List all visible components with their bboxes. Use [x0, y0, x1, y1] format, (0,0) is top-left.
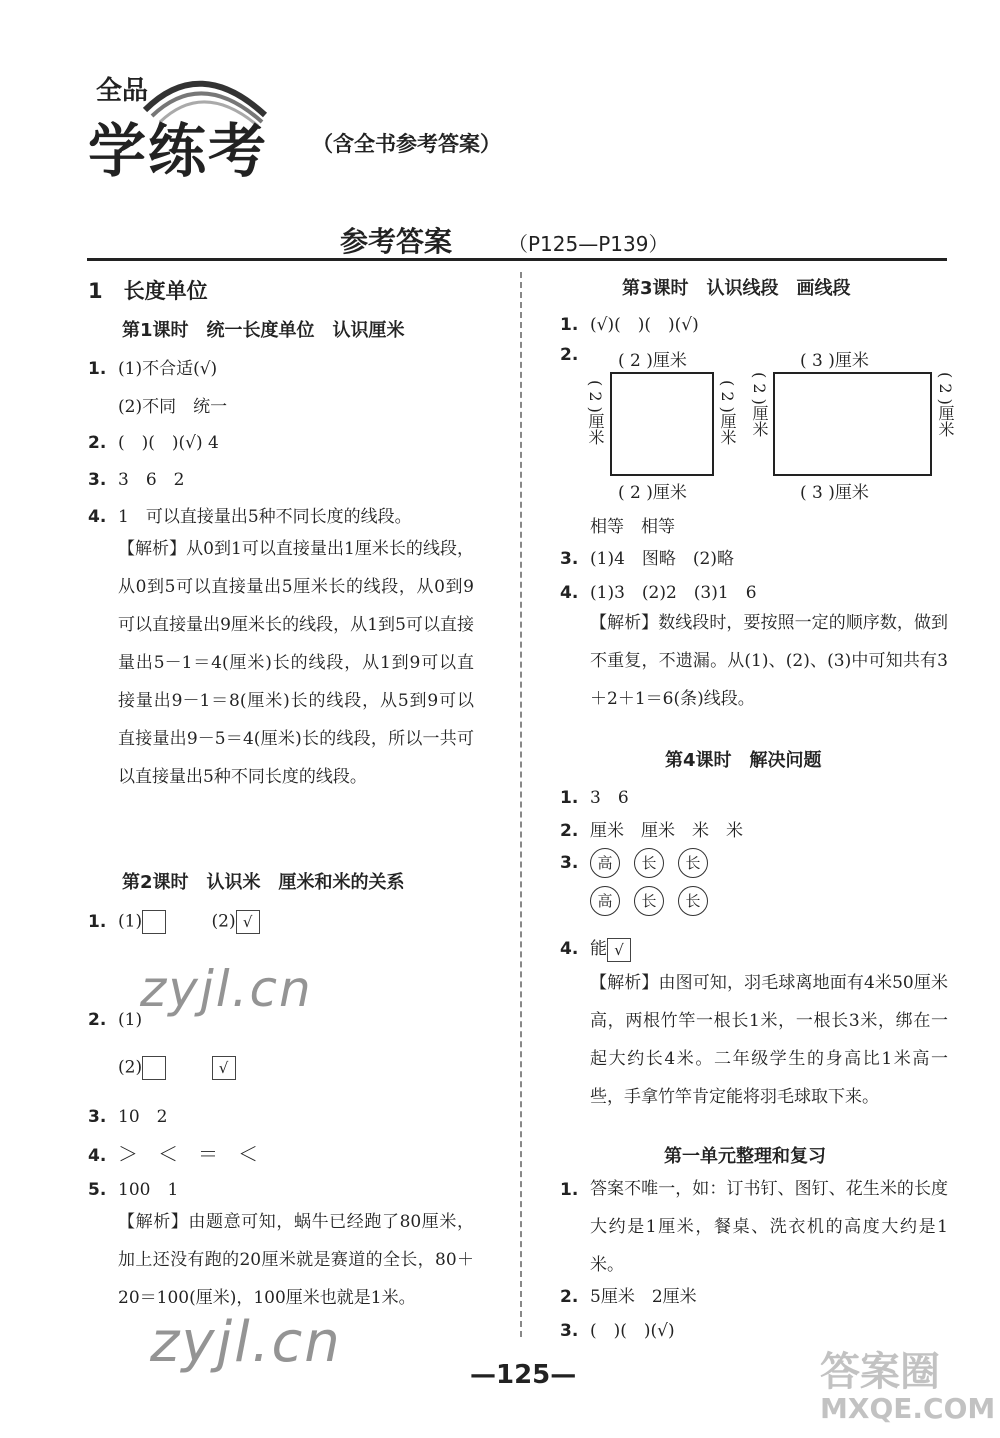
- circled-answer: 长: [634, 848, 664, 878]
- square-figure: [610, 372, 714, 476]
- l3-q2-answer: 相等 相等: [590, 517, 675, 537]
- l3-q2-num: [560, 345, 590, 365]
- l4-analysis: 【解析】由图可知，羽毛球离地面有4米50厘米高，两根竹竿一根长1米，一根长3米，绑在一起大约长4米。二年级学生的身高比1米高一些，手拿竹竿肯定能将羽毛球取下来。: [590, 973, 948, 1107]
- l1-analysis: 【解析】从0到1可以直接量出1厘米长的线段，从0到5可以直接量出5厘米长的线段，从0到9可以直接量出9厘米长的线段，从1到5可以直接量出5－1＝4(厘米)长的线段，从1到9可以直接量出9－1＝8(厘米)长的线段，从5到9可以直接量出9－5＝4(厘米)长的线段，所以一共可以直接量出5种不同长度的线段。: [118, 539, 474, 787]
- circled-answer: 长: [678, 848, 708, 878]
- rect-right-label: ( 2 )厘米: [936, 372, 955, 437]
- answer-text: 能: [590, 939, 607, 959]
- l4-q2: [560, 816, 743, 841]
- l2-q2a: [88, 1010, 142, 1030]
- question-number: 1.: [560, 1180, 579, 1200]
- lesson4-heading: 第4课时 解决问题: [665, 750, 822, 771]
- question-number: 3.: [560, 853, 579, 873]
- question-number: 4.: [88, 1146, 107, 1166]
- circled-answer: 长: [634, 886, 664, 916]
- question-number: 3.: [88, 1107, 107, 1127]
- l1-q1b: (2)不同 统一: [118, 397, 228, 417]
- book-subtitle: （含全书参考答案）: [312, 132, 501, 156]
- review-q1-num: [560, 1180, 590, 1200]
- page-number: —125—: [470, 1360, 577, 1390]
- l1-q4: [88, 502, 412, 527]
- answer-text: 1 可以直接量出5种不同长度的线段。: [118, 507, 412, 527]
- empty-box: [142, 910, 166, 934]
- l1-q3: [88, 465, 184, 490]
- logo-top-text: 全品: [96, 76, 149, 106]
- square-left-label: ( 2 )厘米: [586, 380, 605, 445]
- question-number: 3.: [88, 470, 107, 490]
- l1-q1a: [88, 354, 217, 379]
- checked-box: √: [607, 938, 631, 962]
- lesson1-heading: 第1课时 统一长度单位 认识厘米: [122, 320, 405, 341]
- square-top-label: ( 2 )厘米: [618, 351, 687, 371]
- l4-q3-row2: [590, 886, 722, 916]
- lesson2-heading: 第2课时 认识米 厘米和米的关系: [122, 872, 405, 893]
- page-title: 参考答案: [340, 225, 453, 258]
- review-q2: [560, 1282, 697, 1307]
- circled-answer: 高: [590, 848, 620, 878]
- l3-analysis: 【解析】数线段时，要按照一定的顺序数，做到不重复，不遗漏。从(1)、(2)、(3)中可知共有3＋2＋1＝6(条)线段。: [590, 613, 948, 709]
- square-right-label: ( 2 )厘米: [718, 380, 737, 445]
- rectangle-figure: [773, 372, 932, 476]
- rect-top-label: ( 3 )厘米: [800, 351, 869, 371]
- l3-q3: [560, 544, 734, 569]
- answer-text: 100 1: [118, 1180, 179, 1200]
- answer-text: ( )( )(√) 4: [118, 433, 219, 453]
- l2-q3: [88, 1102, 167, 1127]
- checked-box: √: [212, 1056, 236, 1080]
- l4-q3: [560, 848, 722, 878]
- l1-q2: [88, 428, 219, 453]
- lesson3-heading: 第3课时 认识线段 画线段: [622, 278, 851, 299]
- question-number: 2.: [560, 345, 579, 365]
- l3-q4: [560, 578, 757, 603]
- answer-text: 10 2: [118, 1107, 168, 1127]
- part-label: (2): [118, 1057, 143, 1078]
- answer-text: 5厘米 2厘米: [590, 1287, 697, 1307]
- watermark: zyjl.cn: [150, 1310, 342, 1375]
- part-label: (1): [118, 911, 143, 932]
- answer-text: ＞ ＜ ＝ ＜: [118, 1142, 258, 1166]
- column-divider: [520, 272, 522, 1337]
- corner-watermark: MXQE.COM: [820, 1392, 996, 1425]
- review-heading: 第一单元整理和复习: [664, 1146, 826, 1167]
- circled-answer: 长: [678, 886, 708, 916]
- answer-text: 厘米 厘米 米 米: [590, 821, 743, 841]
- answer-text: ( )( )(√): [590, 1321, 675, 1341]
- title-rule: [87, 258, 947, 261]
- answer-text: (√)( )( )(√): [590, 315, 699, 335]
- logo-main-text: 学练考: [88, 117, 269, 185]
- question-number: 2.: [560, 1287, 579, 1307]
- answer-text: 3 6: [590, 788, 629, 808]
- l2-q5: [88, 1175, 178, 1200]
- question-number: 5.: [88, 1180, 107, 1200]
- rect-bottom-label: ( 3 )厘米: [800, 483, 869, 503]
- circled-answer: 高: [590, 886, 620, 916]
- question-number: 3.: [560, 549, 579, 569]
- answer-text: (1)3 (2)2 (3)1 6: [590, 583, 757, 603]
- question-number: 1.: [560, 315, 579, 335]
- question-number: 4.: [560, 583, 579, 603]
- question-number: 3.: [560, 1321, 579, 1341]
- question-number: 1.: [88, 911, 107, 932]
- part-label: (2): [211, 911, 236, 932]
- unit-title: 1 长度单位: [88, 279, 208, 303]
- l2-analysis: 【解析】由题意可知，蜗牛已经跑了80厘米，加上还没有跑的20厘米就是赛道的全长，80＋20＝100(厘米)，100厘米也就是1米。: [118, 1212, 474, 1308]
- page-range: （P125—P139）: [508, 232, 669, 256]
- l2-q1: [88, 910, 260, 934]
- review-q3: [560, 1316, 675, 1341]
- checked-box: √: [236, 910, 260, 934]
- question-number: 2.: [88, 1010, 107, 1030]
- l4-q4: [560, 934, 631, 962]
- l2-q2b: [118, 1056, 236, 1080]
- square-bottom-label: ( 2 )厘米: [618, 483, 687, 503]
- answer-text: (1)4 图略 (2)略: [590, 549, 734, 569]
- question-number: 2.: [88, 433, 107, 453]
- part-label: (1): [118, 1010, 143, 1030]
- question-number: 1.: [560, 788, 579, 808]
- review-q1: 答案不唯一，如：订书钉、图钉、花生米的长度大约是1厘米，餐桌、洗衣机的高度大约是1米。: [590, 1179, 948, 1275]
- answer-text: 3 6 2: [118, 470, 185, 490]
- watermark: zyjl.cn: [140, 960, 313, 1018]
- empty-box: [142, 1056, 166, 1080]
- question-number: 2.: [560, 821, 579, 841]
- l2-q4: [88, 1138, 258, 1167]
- question-number: 4.: [560, 939, 579, 959]
- corner-watermark: 答案圈: [820, 1349, 940, 1395]
- rect-left-label: ( 2 )厘米: [750, 372, 769, 437]
- l3-q1: [560, 310, 699, 335]
- l4-q1: [560, 783, 629, 808]
- answer-text: (1)不合适(√): [118, 359, 218, 379]
- question-number: 4.: [88, 507, 107, 527]
- question-number: 1.: [88, 359, 107, 379]
